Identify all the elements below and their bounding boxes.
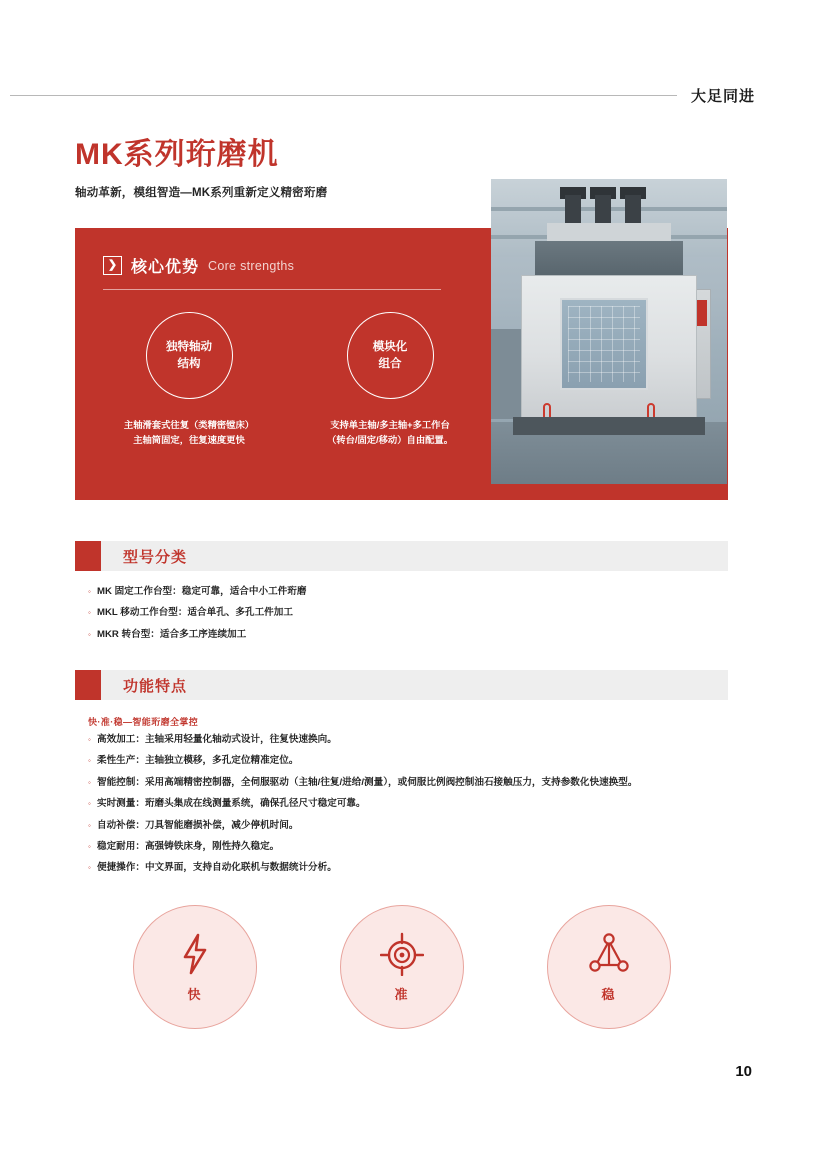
page-header xyxy=(0,82,827,108)
list-item xyxy=(88,733,728,747)
strength-caption xyxy=(104,418,274,449)
strength-circle xyxy=(146,312,233,399)
model-list xyxy=(88,585,728,649)
list-item xyxy=(88,606,728,620)
title-block xyxy=(75,138,495,200)
strength-circle-line1: 独特轴动 xyxy=(166,340,212,353)
list-item-text: 自动补偿：刀具智能磨损补偿，减少停机时间。 xyxy=(97,819,299,831)
feature-icon-label: 稳 xyxy=(601,986,616,1002)
strength-item xyxy=(318,312,462,449)
photo-machine-window xyxy=(560,298,648,390)
section-title: 型号分类 xyxy=(123,548,188,566)
strength-caption-line2: 主轴筒固定，往复速度更快 xyxy=(133,435,245,446)
section-header-features xyxy=(75,670,728,700)
strength-caption-line1: 支持单主轴/多主轴+多工作台 xyxy=(330,420,450,430)
core-strengths-panel xyxy=(75,228,728,500)
triangle-nodes-icon xyxy=(587,932,631,976)
core-strengths-content xyxy=(103,254,478,449)
bullet-icon: ◦ xyxy=(88,756,91,766)
lightning-icon xyxy=(175,932,215,976)
section-accent-tab xyxy=(75,670,101,700)
feature-icon-label: 准 xyxy=(394,986,409,1002)
brand-name: 大足同进 xyxy=(690,87,755,105)
list-item-text: 稳定耐用：高强铸铁床身，刚性持久稳定。 xyxy=(97,840,280,852)
feature-icon-stable xyxy=(547,905,671,1029)
list-item-text: MKR 转台型：适合多工序连续加工 xyxy=(97,628,247,640)
strength-circle-group xyxy=(103,312,478,449)
bullet-icon: ◦ xyxy=(88,799,91,809)
list-item-text: MKL 移动工作台型：适合单孔、多孔工件加工 xyxy=(97,607,293,619)
features-lead-text: 快·准·稳—智能珩磨全掌控 xyxy=(88,717,199,727)
strength-circle-line1: 模块化 xyxy=(372,340,408,353)
list-item xyxy=(88,585,728,599)
strength-circle xyxy=(347,312,434,399)
machine-photo xyxy=(491,179,727,484)
photo-machine-base xyxy=(513,417,705,435)
strength-caption-line1: 主轴滑套式往复（类精密镗床） xyxy=(123,420,255,430)
target-icon xyxy=(380,932,424,976)
header-divider xyxy=(10,95,677,96)
core-strengths-heading xyxy=(103,254,478,277)
feature-icon-accurate xyxy=(340,905,464,1029)
bullet-icon: ◦ xyxy=(88,735,91,744)
page-subtitle: 轴动革新，模组智造—MK系列重新定义精密珩磨 xyxy=(75,186,328,199)
bullet-icon: ◦ xyxy=(88,841,91,851)
list-item xyxy=(88,819,728,833)
feature-icon-row xyxy=(75,905,728,1029)
list-item-text: 智能控制：采用高端精密控制器，全伺服驱动（主轴/往复/进给/测量），或伺服比例阀控制油石接触压力，支持参数化快速换型。 xyxy=(97,776,638,788)
strength-circle-line2: 组合 xyxy=(378,357,402,370)
page-title: MK系列珩磨机 xyxy=(75,138,279,171)
bullet-icon: ◦ xyxy=(88,777,91,787)
section-accent-tab xyxy=(75,541,101,571)
list-item xyxy=(88,754,728,768)
strength-caption-line2: （转台/固定/移动）自由配置。 xyxy=(326,435,454,446)
list-item-text: MK 固定工作台型：稳定可靠，适合中小工件珩磨 xyxy=(97,586,307,597)
feature-list xyxy=(88,733,728,883)
feature-icon-label: 快 xyxy=(187,986,202,1002)
strength-circle-line2: 结构 xyxy=(177,357,201,370)
bullet-icon: ◦ xyxy=(88,629,91,639)
list-item-text: 高效加工：主轴采用轻量化轴动式设计，往复快速换向。 xyxy=(97,734,337,745)
list-item xyxy=(88,776,728,790)
photo-machine-top xyxy=(535,241,683,277)
list-item xyxy=(88,628,728,642)
bullet-icon: ◦ xyxy=(88,608,91,618)
list-item xyxy=(88,797,728,811)
section-header-models xyxy=(75,541,728,571)
bullet-icon: ◦ xyxy=(88,820,91,830)
list-item-text: 柔性生产：主轴独立模移，多孔定位精准定位。 xyxy=(97,755,299,767)
page-number: 10 xyxy=(735,1063,752,1080)
list-item-text: 便捷操作：中文界面，支持自动化联机与数据统计分析。 xyxy=(97,862,337,874)
photo-machine-cap xyxy=(547,223,671,243)
photo-machine-body xyxy=(521,275,697,423)
bullet-icon: ◦ xyxy=(88,587,91,596)
strength-caption xyxy=(305,418,475,449)
list-item-text: 实时测量：珩磨头集成在线测量系统，确保孔径尺寸稳定可靠。 xyxy=(97,798,366,810)
bullet-icon: ◦ xyxy=(88,863,91,873)
list-item xyxy=(88,861,728,875)
core-strengths-title-en: Core strengths xyxy=(208,258,295,273)
feature-icon-fast xyxy=(133,905,257,1029)
section-title: 功能特点 xyxy=(123,677,188,695)
strength-item xyxy=(117,312,261,449)
core-strengths-divider xyxy=(103,289,441,290)
core-strengths-title-cn: 核心优势 xyxy=(131,259,200,276)
chevron-right-icon: ❯ xyxy=(103,256,122,275)
photo-window-grid xyxy=(568,306,640,382)
list-item xyxy=(88,840,728,854)
